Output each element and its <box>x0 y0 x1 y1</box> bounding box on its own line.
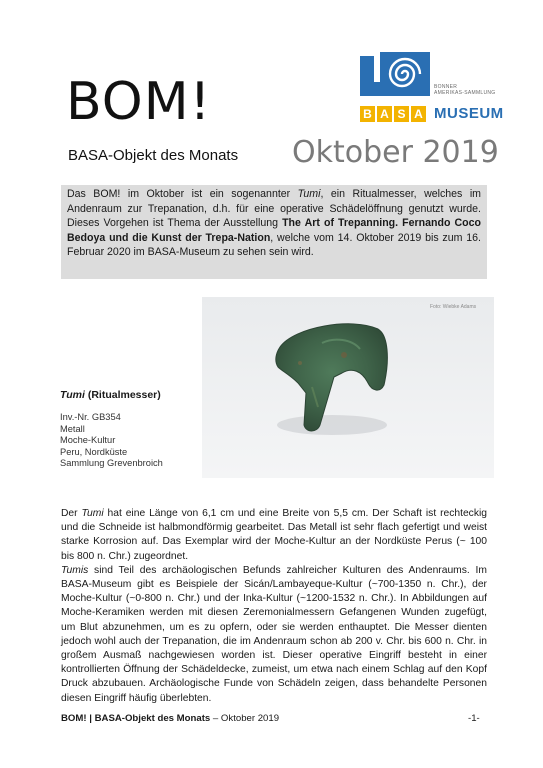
intro-text: Das BOM! im Oktober ist ein sogenannter <box>67 188 298 200</box>
body-paragraph <box>61 564 487 706</box>
footer-bold: BOM! | BASA-Objekt des Monats <box>61 713 211 724</box>
tumi-knife-image <box>202 297 494 478</box>
body-paragraph <box>61 507 487 564</box>
body-text <box>61 507 487 706</box>
object-title-italic: Tumi <box>60 389 85 401</box>
page-subtitle: BASA-Objekt des Monats <box>68 147 239 164</box>
spiral-icon <box>380 52 430 96</box>
page-number: -1- <box>468 713 480 724</box>
object-title <box>60 389 161 401</box>
body-text-span: hat eine Länge von 6,1 cm und eine Breite von 5,5 cm. Der Schaft ist rechteckig und die Schneide ist halbmondförmig gearbeitet. Das Metall ist sehr flach gefertigt und weist starke Korrosion auf. Das Exemplar wird der Moche-Kultur an der Nordküste Perus (~ 100 bis 800 n. Chr.) zugeordnet. <box>61 508 487 562</box>
logo-letter: S <box>394 106 409 122</box>
logo-letter: B <box>360 106 375 122</box>
intro-box <box>61 185 487 279</box>
month-label: Oktober 2019 <box>292 135 499 170</box>
logo-letter: A <box>377 106 392 122</box>
body-text-span: sind Teil des archäologischen Befunds zahlreicher Kulturen des Andenraums. Im BASA-Museum gibt es Beispiele der Sicán/Lambayeque-Kultur (~700-1350 n. Chr.), der Moche-Kultur (~0-800 n. Chr.) und der Inka-Kultur (~1200-1532 n. Chr.). In Abbildungen auf Moche-Keramiken werden mit diesen Zeremonialmessern Gefangenen Wunden zugefügt, um Blut abzunehmen, um es zu opfern, oder sie werden enthauptet. Die Messer dienten jedoch wohl auch der Trepanation, die im Andenraum schon ab 200 v. Chr. bis 600 n. Chr. in großem Ausmaß nachgewiesen worden ist. Dieser operative Eingriff besteht in einer kontrollierten Öffnung der Schädeldecke, zumeist, um etwa nach einem Schlag auf den Kopf Druck abzubauen. Archäologische Funde von Schädeln zeigen, dass behandelte Personen diesen Eingriff häufig überlebten. <box>61 564 487 704</box>
page-footer <box>61 713 279 724</box>
logo-museum-word: MUSEUM <box>434 105 504 122</box>
logo-basa <box>360 105 428 123</box>
object-detail-line: Metall <box>60 423 85 434</box>
page-title: BOM! <box>66 72 212 132</box>
object-details <box>60 412 163 470</box>
logo-line2: AMERIKAS-SAMMLUNG <box>434 90 496 96</box>
object-detail-line: Inv.-Nr. GB354 <box>60 412 121 422</box>
logo-letter: A <box>411 106 426 122</box>
body-text-span: Der <box>61 508 82 519</box>
object-photo <box>202 297 494 478</box>
photo-credit: Foto: Wiebke Adams <box>430 304 477 310</box>
body-italic-term: Tumis <box>61 564 89 576</box>
object-detail-line: Moche-Kultur <box>60 435 116 446</box>
footer-rest: – Oktober 2019 <box>210 713 280 724</box>
basa-museum-logo <box>360 52 510 124</box>
object-detail-line: Peru, Nordküste <box>60 446 128 457</box>
logo-line1: BONNER <box>434 84 458 90</box>
intro-tumi: Tumi <box>297 188 321 200</box>
body-italic-term: Tumi <box>81 508 104 519</box>
intro-text: , welche vom 14. Oktober 2019 bis zum 16. Februar 2020 im BASA-Museum zu sehen sein wird. <box>67 231 481 259</box>
object-detail-line: Sammlung Grevenbroich <box>60 458 163 469</box>
intro-text: , ein Ritualmesser, welches im Andenraum zur Trepanation, d.h. für eine operative Schädelöffnung genutzt wurde. Dieses Vorgehen ist Thema der Ausstellung <box>67 188 482 230</box>
object-title-rest: (Ritualmesser) <box>84 389 161 401</box>
exhibition-title: The Art of Trepanning. Fernando Coco Bedoya und die Kunst der Trepa-Nation <box>67 217 481 244</box>
